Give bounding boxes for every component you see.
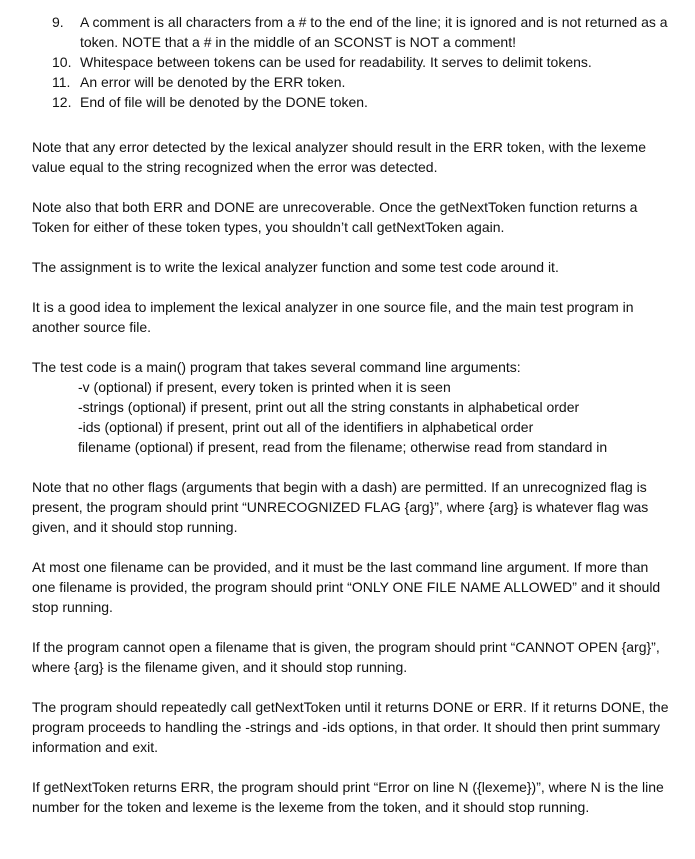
paragraph-source-files: It is a good idea to implement the lexical analyzer in one source file, and the main test program in another source file.: [32, 299, 634, 335]
list-text: A comment is all characters from a # to the end of the line; it is ignored and is not returned as a token. NOTE that a # in the middle of an SCONST is NOT a comment!: [80, 14, 668, 50]
argument-ids: -ids (optional) if present, print out all of the identifiers in alphabetical order: [78, 419, 534, 435]
list-text: End of file will be denoted by the DONE token.: [80, 94, 368, 110]
paragraph-unrecoverable: Note also that both ERR and DONE are unrecoverable. Once the getNextToken function returns a Token for either of these token types, you shouldn’t call getNextToken again.: [32, 199, 638, 235]
paragraph-unrecognized-flag: Note that no other flags (arguments that begin with a dash) are permitted. If an unrecognized flag is present, the program should print “UNRECOGNIZED FLAG {arg}”, where {arg} is whatever flag was given, and it should stop running.: [32, 479, 649, 535]
list-item: [52, 72, 672, 92]
list-number: 9.: [52, 14, 64, 30]
argument-v: -v (optional) if present, every token is printed when it is seen: [78, 379, 451, 395]
list-number: 10.: [52, 54, 72, 70]
argument-filename: filename (optional) if present, read from the filename; otherwise read from standard in: [78, 439, 608, 455]
list-item: [52, 12, 672, 52]
paragraph-error-token: Note that any error detected by the lexical analyzer should result in the ERR token, with the lexeme value equal to the string recognized when the error was detected.: [32, 139, 646, 175]
paragraph-assignment: The assignment is to write the lexical analyzer function and some test code around it.: [32, 259, 559, 275]
paragraph-getnexttoken-loop: The program should repeatedly call getNextToken until it returns DONE or ERR. If it returns DONE, the program proceeds to handling the -strings and -ids options, in that order. It should then print summary information and exit.: [32, 699, 669, 755]
list-number: 12.: [52, 94, 72, 110]
paragraph-cannot-open: If the program cannot open a filename that is given, the program should print “CANNOT OPEN {arg}”, where {arg} is the filename given, and it should stop running.: [32, 639, 660, 675]
list-number: 11.: [52, 74, 71, 90]
paragraph-one-filename: At most one filename can be provided, and it must be the last command line argument. If more than one filename is provided, the program should print “ONLY ONE FILE NAME ALLOWED” and it should stop running.: [32, 559, 661, 615]
paragraph-test-code: The test code is a main() program that takes several command line arguments:: [32, 359, 521, 375]
list-text: An error will be denoted by the ERR token.: [80, 74, 346, 90]
paragraph-error-output: If getNextToken returns ERR, the program should print “Error on line N ({lexeme})”, where N is the line number for the token and lexeme is the lexeme from the token, and it should stop running.: [32, 779, 664, 815]
list-item: [52, 92, 672, 112]
argument-strings: -strings (optional) if present, print out all the string constants in alphabetical order: [78, 399, 580, 415]
list-text: Whitespace between tokens can be used for readability. It serves to delimit tokens.: [80, 54, 592, 70]
argument-list: [78, 377, 678, 457]
list-item: [52, 52, 672, 72]
numbered-list: [52, 12, 672, 112]
